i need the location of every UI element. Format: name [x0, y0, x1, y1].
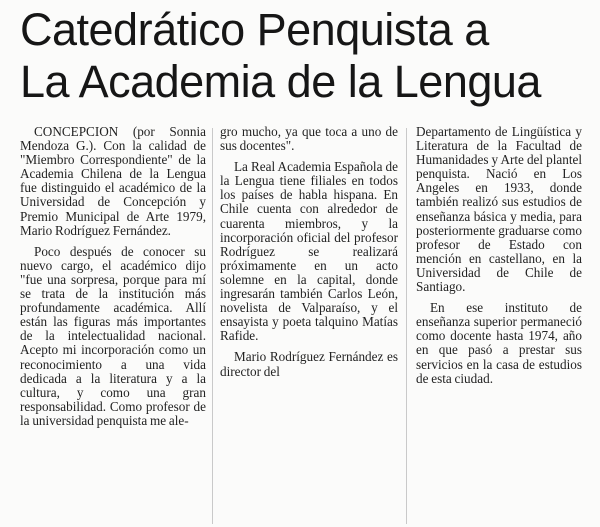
headline — [20, 4, 590, 108]
column-divider — [212, 128, 213, 524]
column-2-paragraph-3: Mario Rodríguez Fernández es director del — [220, 349, 398, 379]
article-column-2 — [220, 125, 398, 379]
column-3-paragraph-1: Departamento de Lingüística y Literatura de la Facultad de Humanidades y Arte del plantel penquista. Nació en Los Angeles en 1933, donde también realizó sus estudios de enseñanza básica y media, para posteriormente graduarse como profesor de Estado con mención en castellano, en la Universidad de Chile de Santiago. — [416, 124, 582, 295]
article-column-1 — [20, 125, 206, 428]
column-1-paragraph-1: CONCEPCION (por Sonnia Mendoza G.). Con la calidad de "Miembro Correspondiente" de la Academia Chilena de la Lengua fue distinguido el académico de la Universidad de Concepción y Premio Municipal de Arte 1979, Mario Rodríguez Fernández. — [20, 124, 206, 238]
article-column-3 — [416, 125, 582, 386]
headline-line-1: Catedrático Penquista a — [20, 4, 489, 55]
column-2-paragraph-2: La Real Academia Española de la Lengua tiene filiales en todos los países de habla hispana. En Chile cuenta con alrededor de cuarenta miembros, y la incorporación oficial del profesor Rodríguez se realizará próximamente en un acto solemne en la capital, donde ingresarán también Carlos León, novelista de Valparaíso, y el ensayista y poeta talquino Matías Rafide. — [220, 159, 398, 344]
column-2-paragraph-1: gro mucho, ya que toca a uno de sus docentes". — [220, 124, 398, 154]
column-divider — [406, 128, 407, 524]
column-3-paragraph-2: En ese instituto de enseñanza superior permaneció como docente hasta 1974, año en que pasó a prestar sus servicios en la casa de estudios de esta ciudad. — [416, 300, 582, 386]
headline-line-2: La Academia de la Lengua — [20, 56, 541, 107]
column-1-paragraph-2: Poco después de conocer su nuevo cargo, el académico dijo "fue una sorpresa, porque para mí se trata de la institución más profundamente académica. Allí están las figuras más importantes de la intelectualidad nacional. Acepto mi incorporación como un reconocimiento a una vida dedicada a la literatura y a la cultura, y como una gran responsabilidad. Como profesor de la universidad penquista me ale- — [20, 243, 206, 428]
